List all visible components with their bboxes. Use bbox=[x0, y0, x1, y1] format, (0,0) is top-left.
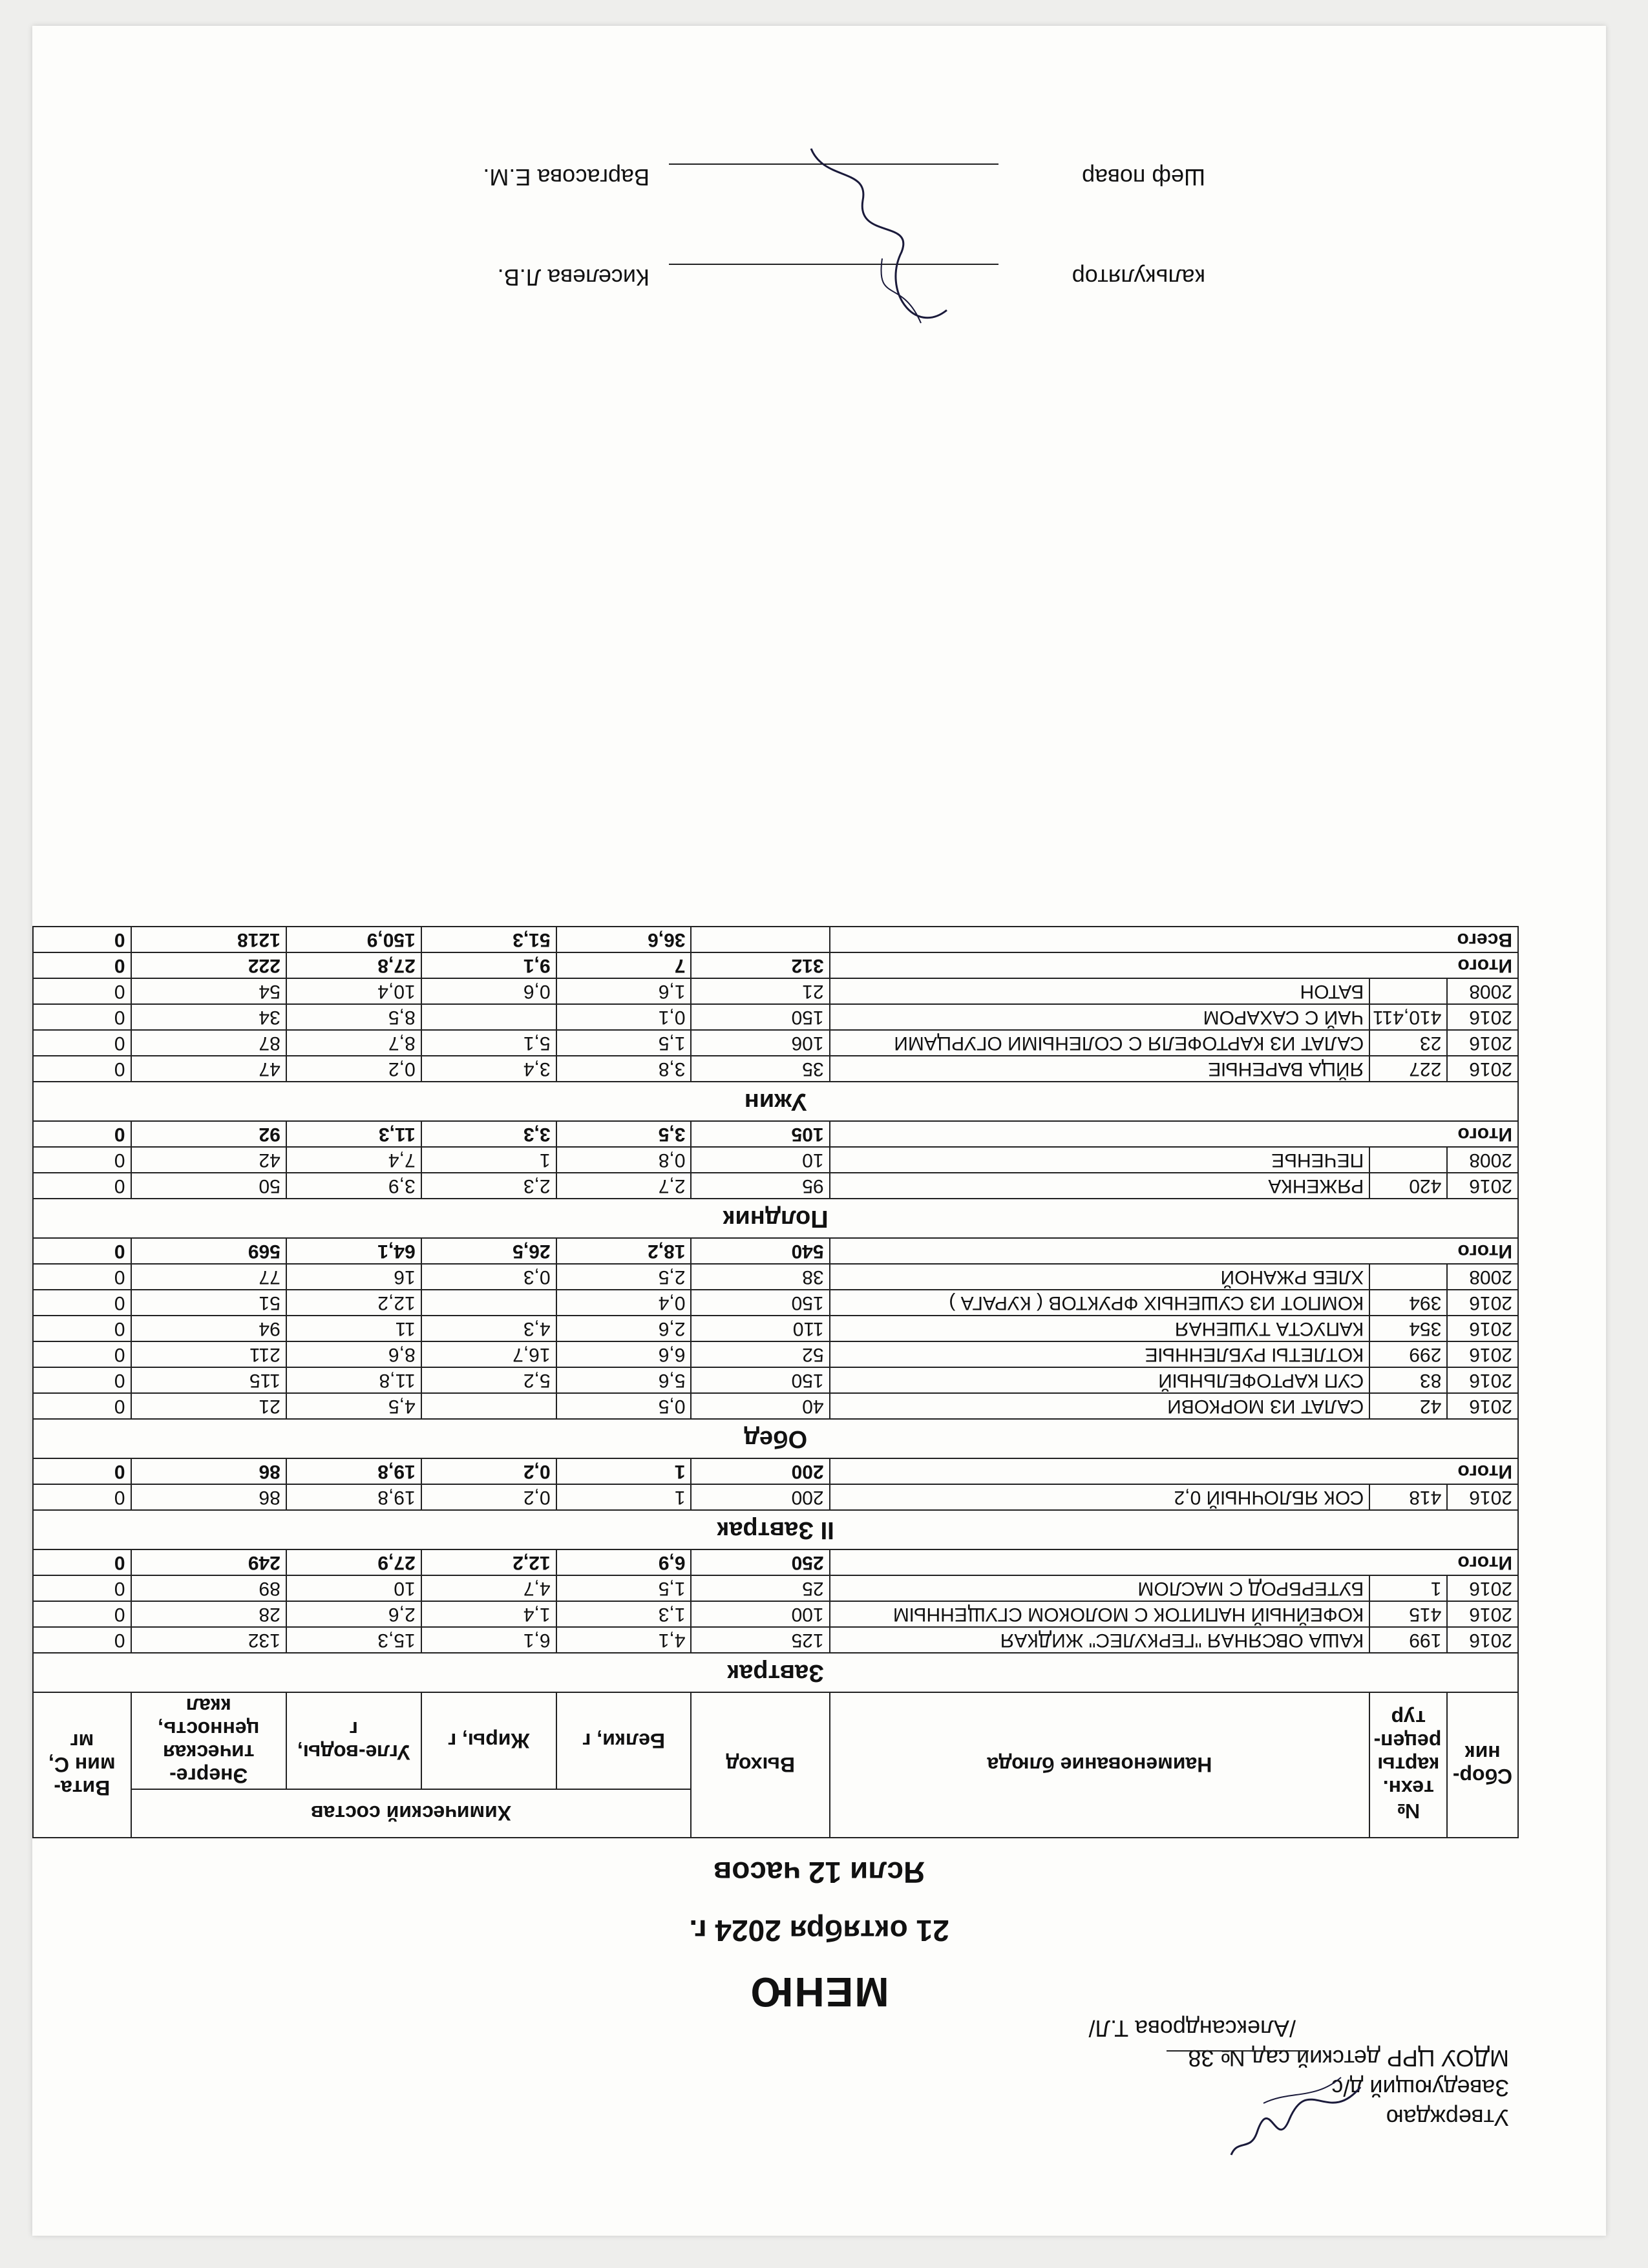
row-energy: 28 bbox=[131, 1601, 286, 1627]
total-protein: 18,2 bbox=[556, 1238, 692, 1264]
row-dish: КАША ОВСЯНАЯ "ГЕРКУЛЕС" ЖИДКАЯ bbox=[830, 1627, 1370, 1653]
row-dish: КОФЕЙНЫЙ НАПИТОК С МОЛОКОМ СГУЩЕННЫМ bbox=[830, 1601, 1370, 1627]
row-vitamin: 0 bbox=[33, 1484, 131, 1510]
grand-total-output bbox=[691, 927, 829, 952]
total-energy: 86 bbox=[131, 1458, 286, 1484]
total-carbs: 27,8 bbox=[286, 952, 421, 978]
meal-header-row bbox=[33, 1653, 1518, 1692]
row-source: 2016 bbox=[1447, 1484, 1518, 1510]
row-source: 2016 bbox=[1447, 1601, 1518, 1627]
row-source: 2016 bbox=[1447, 1575, 1518, 1601]
table-row bbox=[33, 1627, 1518, 1653]
row-energy: 77 bbox=[131, 1264, 286, 1290]
menu-title: МЕНЮ bbox=[749, 1969, 889, 2015]
row-recipe: 23 bbox=[1369, 1030, 1447, 1056]
col-energy: Энерге-тическая ценность, ккал bbox=[131, 1692, 286, 1789]
menu-group: Ясли 12 часов bbox=[713, 1856, 925, 1889]
grand-total-label: Всего bbox=[830, 927, 1518, 952]
table-row bbox=[33, 1367, 1518, 1393]
row-fat: 4,3 bbox=[421, 1316, 556, 1341]
row-protein: 1,5 bbox=[556, 1575, 692, 1601]
meal-total-row bbox=[33, 1549, 1518, 1575]
total-carbs: 64,1 bbox=[286, 1238, 421, 1264]
meal-total-row bbox=[33, 1121, 1518, 1147]
menu-sheet bbox=[32, 26, 1606, 2236]
row-recipe: 1 bbox=[1369, 1575, 1447, 1601]
row-carbs: 8,7 bbox=[286, 1030, 421, 1056]
total-vitamin: 0 bbox=[33, 952, 131, 978]
row-output: 40 bbox=[691, 1393, 829, 1419]
meal-header-row bbox=[33, 1510, 1518, 1549]
row-source: 2008 bbox=[1447, 1147, 1518, 1173]
row-protein: 3,8 bbox=[556, 1056, 692, 1082]
row-vitamin: 0 bbox=[33, 1393, 131, 1419]
total-vitamin: 0 bbox=[33, 1549, 131, 1575]
row-dish: ХЛЕБ РЖАНОЙ bbox=[830, 1264, 1370, 1290]
row-output: 150 bbox=[691, 1004, 829, 1030]
meal-header-row bbox=[33, 1419, 1518, 1458]
row-carbs: 10 bbox=[286, 1575, 421, 1601]
row-vitamin: 0 bbox=[33, 1173, 131, 1199]
row-energy: 54 bbox=[131, 978, 286, 1004]
table-row bbox=[33, 978, 1518, 1004]
row-recipe: 299 bbox=[1369, 1341, 1447, 1367]
row-fat bbox=[421, 1290, 556, 1316]
meal-total-row bbox=[33, 1458, 1518, 1484]
row-recipe bbox=[1369, 1147, 1447, 1173]
row-vitamin: 0 bbox=[33, 1601, 131, 1627]
col-source: Сбор-ник bbox=[1447, 1692, 1518, 1838]
row-carbs: 2,6 bbox=[286, 1601, 421, 1627]
row-fat: 3,4 bbox=[421, 1056, 556, 1082]
row-protein: 1,3 bbox=[556, 1601, 692, 1627]
footer-calc-role: калькулятор bbox=[1072, 264, 1205, 291]
footer-calc-name: Киселева Л.В. bbox=[497, 264, 650, 291]
row-dish: СУП КАРТОФЕЛЬНЫЙ bbox=[830, 1367, 1370, 1393]
total-carbs: 27,9 bbox=[286, 1549, 421, 1575]
meal-title: Ужин bbox=[33, 1082, 1518, 1121]
row-dish: САЛАТ ИЗ КАРТОФЕЛЯ С СОЛЕНЫМИ ОГУРЦАМИ bbox=[830, 1030, 1370, 1056]
row-carbs: 11,8 bbox=[286, 1367, 421, 1393]
total-label: Итого bbox=[830, 1121, 1518, 1147]
row-vitamin: 0 bbox=[33, 1575, 131, 1601]
row-source: 2016 bbox=[1447, 1393, 1518, 1419]
row-protein: 0,4 bbox=[556, 1290, 692, 1316]
row-vitamin: 0 bbox=[33, 978, 131, 1004]
row-energy: 94 bbox=[131, 1316, 286, 1341]
total-label: Итого bbox=[830, 1458, 1518, 1484]
grand-total-vitamin: 0 bbox=[33, 927, 131, 952]
row-vitamin: 0 bbox=[33, 1367, 131, 1393]
row-output: 200 bbox=[691, 1484, 829, 1510]
total-vitamin: 0 bbox=[33, 1121, 131, 1147]
total-energy: 569 bbox=[131, 1238, 286, 1264]
row-fat: 0,2 bbox=[421, 1484, 556, 1510]
row-dish: СОК ЯБЛОЧНЫЙ 0,2 bbox=[830, 1484, 1370, 1510]
row-carbs: 3,9 bbox=[286, 1173, 421, 1199]
row-carbs: 7,4 bbox=[286, 1147, 421, 1173]
row-protein: 2,5 bbox=[556, 1264, 692, 1290]
table-row bbox=[33, 1393, 1518, 1419]
row-dish: САЛАТ ИЗ МОРКОВИ bbox=[830, 1393, 1370, 1419]
table-row bbox=[33, 1056, 1518, 1082]
row-fat: 5,2 bbox=[421, 1367, 556, 1393]
row-vitamin: 0 bbox=[33, 1147, 131, 1173]
menu-table bbox=[32, 926, 1519, 1838]
row-output: 150 bbox=[691, 1367, 829, 1393]
footer-chef-name: Варгасова Е.М. bbox=[483, 164, 650, 191]
total-vitamin: 0 bbox=[33, 1458, 131, 1484]
row-output: 10 bbox=[691, 1147, 829, 1173]
approval-signature-line bbox=[1167, 2050, 1309, 2052]
row-carbs: 11 bbox=[286, 1316, 421, 1341]
row-recipe: 42 bbox=[1369, 1393, 1447, 1419]
total-protein: 3,5 bbox=[556, 1121, 692, 1147]
table-row bbox=[33, 1147, 1518, 1173]
total-output: 250 bbox=[691, 1549, 829, 1575]
row-recipe: 227 bbox=[1369, 1056, 1447, 1082]
meal-title: Полдник bbox=[33, 1199, 1518, 1238]
row-source: 2016 bbox=[1447, 1004, 1518, 1030]
row-source: 2008 bbox=[1447, 978, 1518, 1004]
row-fat bbox=[421, 1004, 556, 1030]
total-protein: 7 bbox=[556, 952, 692, 978]
row-output: 35 bbox=[691, 1056, 829, 1082]
row-source: 2016 bbox=[1447, 1316, 1518, 1341]
row-output: 150 bbox=[691, 1290, 829, 1316]
total-fat: 3,3 bbox=[421, 1121, 556, 1147]
row-dish: ЧАЙ С САХАРОМ bbox=[830, 1004, 1370, 1030]
row-protein: 1 bbox=[556, 1484, 692, 1510]
row-vitamin: 0 bbox=[33, 1056, 131, 1082]
menu-date: 21 октября 2024 г. bbox=[689, 1914, 949, 1948]
row-fat: 5,1 bbox=[421, 1030, 556, 1056]
approval-signature bbox=[1225, 2068, 1367, 2165]
row-energy: 34 bbox=[131, 1004, 286, 1030]
row-vitamin: 0 bbox=[33, 1004, 131, 1030]
col-chemical: Химический состав bbox=[131, 1789, 692, 1838]
row-vitamin: 0 bbox=[33, 1030, 131, 1056]
row-source: 2016 bbox=[1447, 1290, 1518, 1316]
col-recipe: № техн. карты рецеп-тур bbox=[1369, 1692, 1447, 1838]
col-dish: Наименование блюда bbox=[830, 1692, 1370, 1838]
table-row bbox=[33, 1484, 1518, 1510]
row-recipe: 199 bbox=[1369, 1627, 1447, 1653]
row-protein: 2,7 bbox=[556, 1173, 692, 1199]
total-label: Итого bbox=[830, 952, 1518, 978]
row-protein: 6,6 bbox=[556, 1341, 692, 1367]
row-protein: 0,1 bbox=[556, 1004, 692, 1030]
col-output: Выход bbox=[691, 1692, 829, 1838]
table-row bbox=[33, 1316, 1518, 1341]
row-protein: 2,6 bbox=[556, 1316, 692, 1341]
row-output: 52 bbox=[691, 1341, 829, 1367]
total-energy: 222 bbox=[131, 952, 286, 978]
row-recipe: 83 bbox=[1369, 1367, 1447, 1393]
meal-title: II Завтрак bbox=[33, 1510, 1518, 1549]
row-carbs: 8,6 bbox=[286, 1341, 421, 1367]
row-fat: 0,6 bbox=[421, 978, 556, 1004]
row-source: 2016 bbox=[1447, 1030, 1518, 1056]
row-recipe: 394 bbox=[1369, 1290, 1447, 1316]
approval-heading: Утверждаю bbox=[1386, 2105, 1509, 2131]
row-protein: 0,5 bbox=[556, 1393, 692, 1419]
total-protein: 6,9 bbox=[556, 1549, 692, 1575]
row-energy: 87 bbox=[131, 1030, 286, 1056]
total-output: 540 bbox=[691, 1238, 829, 1264]
total-fat: 26,5 bbox=[421, 1238, 556, 1264]
row-energy: 86 bbox=[131, 1484, 286, 1510]
approval-organization: МДОУ ЦРР детский сад № 38 bbox=[1188, 2045, 1509, 2072]
meal-title: Завтрак bbox=[33, 1653, 1518, 1692]
total-fat: 12,2 bbox=[421, 1549, 556, 1575]
row-energy: 115 bbox=[131, 1367, 286, 1393]
total-output: 105 bbox=[691, 1121, 829, 1147]
row-energy: 211 bbox=[131, 1341, 286, 1367]
row-recipe bbox=[1369, 1264, 1447, 1290]
footer-chef-role: Шеф повар bbox=[1082, 164, 1205, 191]
col-protein: Белки, г bbox=[556, 1692, 692, 1789]
row-dish: КАПУСТА ТУШЕНАЯ bbox=[830, 1316, 1370, 1341]
table-row bbox=[33, 1601, 1518, 1627]
row-source: 2016 bbox=[1447, 1173, 1518, 1199]
row-fat: 16,7 bbox=[421, 1341, 556, 1367]
row-source: 2016 bbox=[1447, 1367, 1518, 1393]
meal-header-row bbox=[33, 1199, 1518, 1238]
row-source: 2016 bbox=[1447, 1341, 1518, 1367]
table-row bbox=[33, 1264, 1518, 1290]
row-output: 25 bbox=[691, 1575, 829, 1601]
total-protein: 1 bbox=[556, 1458, 692, 1484]
row-dish: БУТЕРБРОД С МАСЛОМ bbox=[830, 1575, 1370, 1601]
table-row bbox=[33, 1030, 1518, 1056]
total-carbs: 11,3 bbox=[286, 1121, 421, 1147]
row-recipe: 410,411 bbox=[1369, 1004, 1447, 1030]
total-fat: 9,1 bbox=[421, 952, 556, 978]
row-recipe: 354 bbox=[1369, 1316, 1447, 1341]
col-carbs: Угле-воды, г bbox=[286, 1692, 421, 1789]
row-output: 125 bbox=[691, 1627, 829, 1653]
row-vitamin: 0 bbox=[33, 1290, 131, 1316]
table-row bbox=[33, 1004, 1518, 1030]
row-dish: ПЕЧЕНЬЕ bbox=[830, 1147, 1370, 1173]
row-carbs: 8,5 bbox=[286, 1004, 421, 1030]
row-fat: 2,3 bbox=[421, 1173, 556, 1199]
row-output: 100 bbox=[691, 1601, 829, 1627]
row-carbs: 12,2 bbox=[286, 1290, 421, 1316]
row-dish: ЯЙЦА ВАРЕНЫЕ bbox=[830, 1056, 1370, 1082]
total-fat: 0,2 bbox=[421, 1458, 556, 1484]
row-fat: 1,4 bbox=[421, 1601, 556, 1627]
meal-title: Обед bbox=[33, 1419, 1518, 1458]
total-carbs: 19,8 bbox=[286, 1458, 421, 1484]
total-output: 312 bbox=[691, 952, 829, 978]
col-vitamin: Вита-мин С, мг bbox=[33, 1692, 131, 1838]
row-recipe: 415 bbox=[1369, 1601, 1447, 1627]
footer-signatures bbox=[792, 136, 960, 349]
table-row bbox=[33, 1341, 1518, 1367]
grand-total-protein: 36,6 bbox=[556, 927, 692, 952]
row-vitamin: 0 bbox=[33, 1627, 131, 1653]
total-label: Итого bbox=[830, 1549, 1518, 1575]
row-energy: 89 bbox=[131, 1575, 286, 1601]
row-recipe bbox=[1369, 978, 1447, 1004]
row-vitamin: 0 bbox=[33, 1341, 131, 1367]
row-protein: 5,6 bbox=[556, 1367, 692, 1393]
row-carbs: 16 bbox=[286, 1264, 421, 1290]
approval-name: /Александрова Т.Л/ bbox=[1088, 2015, 1296, 2042]
row-output: 95 bbox=[691, 1173, 829, 1199]
row-protein: 1,5 bbox=[556, 1030, 692, 1056]
row-vitamin: 0 bbox=[33, 1316, 131, 1341]
row-fat: 0,3 bbox=[421, 1264, 556, 1290]
meal-total-row bbox=[33, 952, 1518, 978]
total-label: Итого bbox=[830, 1238, 1518, 1264]
row-dish: КОТЛЕТЫ РУБЛЕННЫЕ bbox=[830, 1341, 1370, 1367]
row-dish: КОМПОТ ИЗ СУШЕНЫХ ФРУКТОВ ( КУРАГА ) bbox=[830, 1290, 1370, 1316]
row-energy: 21 bbox=[131, 1393, 286, 1419]
total-output: 200 bbox=[691, 1458, 829, 1484]
grand-total-fat: 51,3 bbox=[421, 927, 556, 952]
total-energy: 249 bbox=[131, 1549, 286, 1575]
row-energy: 50 bbox=[131, 1173, 286, 1199]
row-fat: 1 bbox=[421, 1147, 556, 1173]
meal-header-row bbox=[33, 1082, 1518, 1121]
row-output: 106 bbox=[691, 1030, 829, 1056]
grand-total-energy: 1218 bbox=[131, 927, 286, 952]
row-carbs: 10,4 bbox=[286, 978, 421, 1004]
row-fat: 6,1 bbox=[421, 1627, 556, 1653]
table-row bbox=[33, 1173, 1518, 1199]
total-energy: 92 bbox=[131, 1121, 286, 1147]
row-carbs: 19,8 bbox=[286, 1484, 421, 1510]
row-energy: 47 bbox=[131, 1056, 286, 1082]
row-output: 21 bbox=[691, 978, 829, 1004]
row-carbs: 15,3 bbox=[286, 1627, 421, 1653]
row-source: 2008 bbox=[1447, 1264, 1518, 1290]
total-vitamin: 0 bbox=[33, 1238, 131, 1264]
row-dish: БАТОН bbox=[830, 978, 1370, 1004]
col-fat: Жиры, г bbox=[421, 1692, 556, 1789]
meal-total-row bbox=[33, 1238, 1518, 1264]
row-vitamin: 0 bbox=[33, 1264, 131, 1290]
row-recipe: 420 bbox=[1369, 1173, 1447, 1199]
row-output: 110 bbox=[691, 1316, 829, 1341]
row-dish: РЯЖЕНКА bbox=[830, 1173, 1370, 1199]
row-carbs: 4,5 bbox=[286, 1393, 421, 1419]
row-output: 38 bbox=[691, 1264, 829, 1290]
row-protein: 4,1 bbox=[556, 1627, 692, 1653]
approval-position: Заведующий д/с bbox=[1331, 2075, 1509, 2101]
grand-total-carbs: 150,9 bbox=[286, 927, 421, 952]
row-fat: 4,7 bbox=[421, 1575, 556, 1601]
row-energy: 51 bbox=[131, 1290, 286, 1316]
row-source: 2016 bbox=[1447, 1056, 1518, 1082]
table-row bbox=[33, 1575, 1518, 1601]
row-protein: 1,6 bbox=[556, 978, 692, 1004]
grand-total-row bbox=[33, 927, 1518, 952]
row-source: 2016 bbox=[1447, 1627, 1518, 1653]
row-carbs: 0,2 bbox=[286, 1056, 421, 1082]
row-energy: 132 bbox=[131, 1627, 286, 1653]
row-recipe: 418 bbox=[1369, 1484, 1447, 1510]
row-energy: 42 bbox=[131, 1147, 286, 1173]
row-fat bbox=[421, 1393, 556, 1419]
row-protein: 0,8 bbox=[556, 1147, 692, 1173]
table-row bbox=[33, 1290, 1518, 1316]
